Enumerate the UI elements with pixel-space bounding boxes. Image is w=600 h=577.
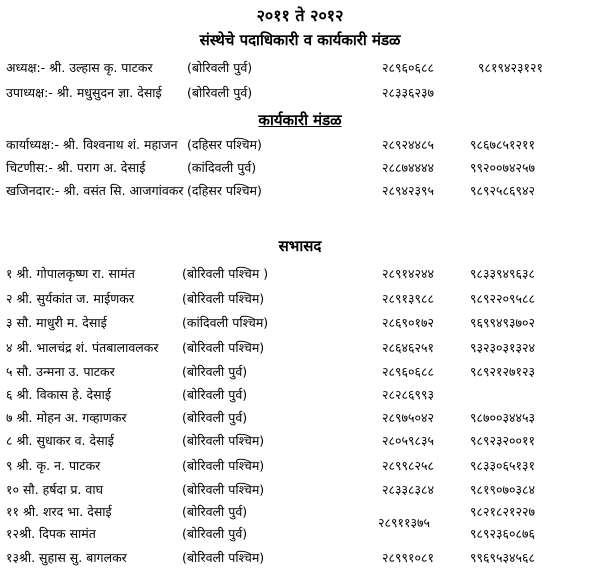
location-label: (दहिसर पश्चिम): [187, 137, 262, 152]
phone-number: २८३३६२३७: [382, 85, 435, 100]
phone-number: २८०५९८३५: [382, 433, 435, 448]
location-label: (बोरिवली पश्चिम): [182, 482, 265, 497]
list-row: [0, 386, 600, 406]
phone-number: २८९७५०४२: [382, 410, 435, 425]
list-row: [0, 290, 600, 310]
mobile-number: ९८२१८२१२२७: [470, 504, 536, 519]
phone-number: २८२८६९९३: [382, 387, 435, 402]
mobile-number: ९९२००७४२५७: [470, 160, 536, 175]
phone-number: २८३३८३८४: [382, 482, 435, 497]
list-row: [0, 525, 600, 545]
executive-heading: कार्यकारी मंडळ: [258, 111, 342, 129]
mobile-number: ९८९२५८६९४२: [470, 183, 536, 198]
location-label: (कांदिवली पुर्व): [187, 160, 257, 175]
phone-number: २८९९८२५८: [382, 458, 435, 473]
mobile-number: ९८९२२०९५८८: [470, 291, 536, 306]
list-row: [0, 363, 600, 383]
location-label: (बोरिवली पश्चिम): [182, 291, 265, 306]
list-row: [0, 339, 600, 359]
person-name: चिटणीस:- श्री. पराग अ. देसाई: [6, 160, 146, 175]
person-name: कार्याध्यक्ष:- श्री. विश्वनाथ शं. महाजन: [6, 137, 178, 152]
phone-number: २८९९१०८१: [382, 550, 435, 565]
list-row: [0, 314, 600, 334]
phone-number: २८९६०६८८: [382, 364, 435, 379]
phone-number: २८९२४४८५: [382, 137, 435, 152]
list-row: [0, 159, 600, 179]
list-row: [0, 409, 600, 429]
list-row: [0, 549, 600, 569]
location-label: (बोरिवली पुर्व): [182, 387, 248, 402]
mobile-number: ९८९२१२७१२३: [470, 364, 536, 379]
phone-number: २८९६०६८८: [382, 60, 435, 75]
location-label: (बोरिवली पुर्व): [187, 60, 253, 75]
mobile-number: ९८३३०६५१३१: [470, 458, 536, 473]
mobile-number: ९६९९४९३७०२: [470, 315, 536, 330]
location-label: (बोरिवली पुर्व): [182, 410, 248, 425]
location-label: (बोरिवली पश्चिम): [182, 458, 265, 473]
person-name: १० सौ. हर्षदा प्र. वाघ: [6, 482, 103, 497]
list-row: [0, 182, 600, 202]
location-label: (कांदिवली पश्चिम): [182, 315, 269, 330]
mobile-number: ९८३३९४९६३८: [470, 266, 536, 281]
person-name: अध्यक्ष:- श्री. उल्हास कृ. पाटकर: [6, 60, 153, 75]
list-row: [0, 265, 600, 285]
person-name: उपाध्यक्ष:- श्री. मधुसुदन ज्ञा. देसाई: [6, 85, 162, 100]
phone-number: २८९४२३९५: [382, 183, 435, 198]
list-row: [0, 432, 600, 452]
person-name: खजिनदार:- श्री. वसंत सि. आजगांवकर: [6, 183, 184, 198]
mobile-number: ९८१९०७०३८४: [470, 482, 536, 497]
list-row: [0, 481, 600, 501]
person-name: १ श्री. गोपालकृष्ण रा. सामंत: [6, 266, 135, 281]
mobile-number: ९८९२३२००११: [470, 433, 536, 448]
location-label: (बोरिवली पश्चिम): [182, 550, 265, 565]
mobile-number: ९८७००३४४५३: [470, 410, 536, 425]
phone-number: २८६४६२५१: [382, 340, 435, 355]
list-row: [0, 136, 600, 156]
location-label: (बोरिवली पुर्व): [182, 526, 248, 541]
phone-number: २८९१४२४४: [382, 266, 435, 281]
person-name: १३श्री. सुहास सु. बागलकर: [6, 550, 127, 565]
phone-number: २८६९०१७२: [382, 315, 435, 330]
mobile-number: ९८९२३६०८७६: [470, 526, 536, 541]
location-label: (बोरिवली पश्चिम): [182, 340, 265, 355]
phone-number: २८८७४४४४: [382, 160, 435, 175]
mobile-number: ९८६७८५१२११: [470, 137, 536, 152]
location-label: (बोरिवली पुर्व): [182, 364, 248, 379]
person-name: ३ सौ. माधुरी म. देसाई: [6, 315, 107, 330]
location-label: (बोरिवली पश्चिम): [182, 433, 265, 448]
location-label: (बोरिवली पश्चिम ): [182, 266, 269, 281]
person-name: ७ श्री. मोहन अ. गव्हाणकर: [6, 410, 127, 425]
location-label: (बोरिवली पुर्व): [187, 85, 253, 100]
person-name: ९ श्री. कृ. न. पाटकर: [6, 458, 101, 473]
person-name: ८ श्री. सुधाकर व. देसाई: [6, 433, 114, 448]
person-name: ११ श्री. शरद भा. देसाई: [6, 504, 112, 519]
location-label: (दहिसर पश्चिम): [187, 183, 262, 198]
person-name: २ श्री. सुर्यकांत ज. माईणकर: [6, 291, 134, 306]
phone-number: २८९१३९८८: [382, 291, 435, 306]
year-title: २०११ ते २०१२: [256, 6, 344, 25]
members-heading: सभासद: [278, 237, 322, 255]
mobile-number: ९८१९४२३१२१: [478, 60, 544, 75]
person-name: १२श्री. दिपक सामंत: [6, 526, 96, 541]
list-row: [0, 59, 600, 79]
list-row: [0, 503, 600, 523]
person-name: ४ श्री. भालचंद्र शं. पंतबालावलकर: [6, 340, 159, 355]
list-row: [0, 457, 600, 477]
shared-phone: २८९११३७५: [378, 515, 431, 530]
mobile-number: ९९६९५३४५६८: [470, 550, 536, 565]
person-name: ५ सौ. उन्मना उ. पाटकर: [6, 364, 115, 379]
committee-heading: संस्थेचे पदाधिकारी व कार्यकारी मंडळ: [199, 31, 401, 49]
person-name: ६ श्री. विकास हे. देसाई: [6, 387, 112, 402]
location-label: (बोरिवली पुर्व): [182, 504, 248, 519]
list-row: [0, 84, 600, 104]
mobile-number: ९३२३०३१३२४: [470, 340, 536, 355]
